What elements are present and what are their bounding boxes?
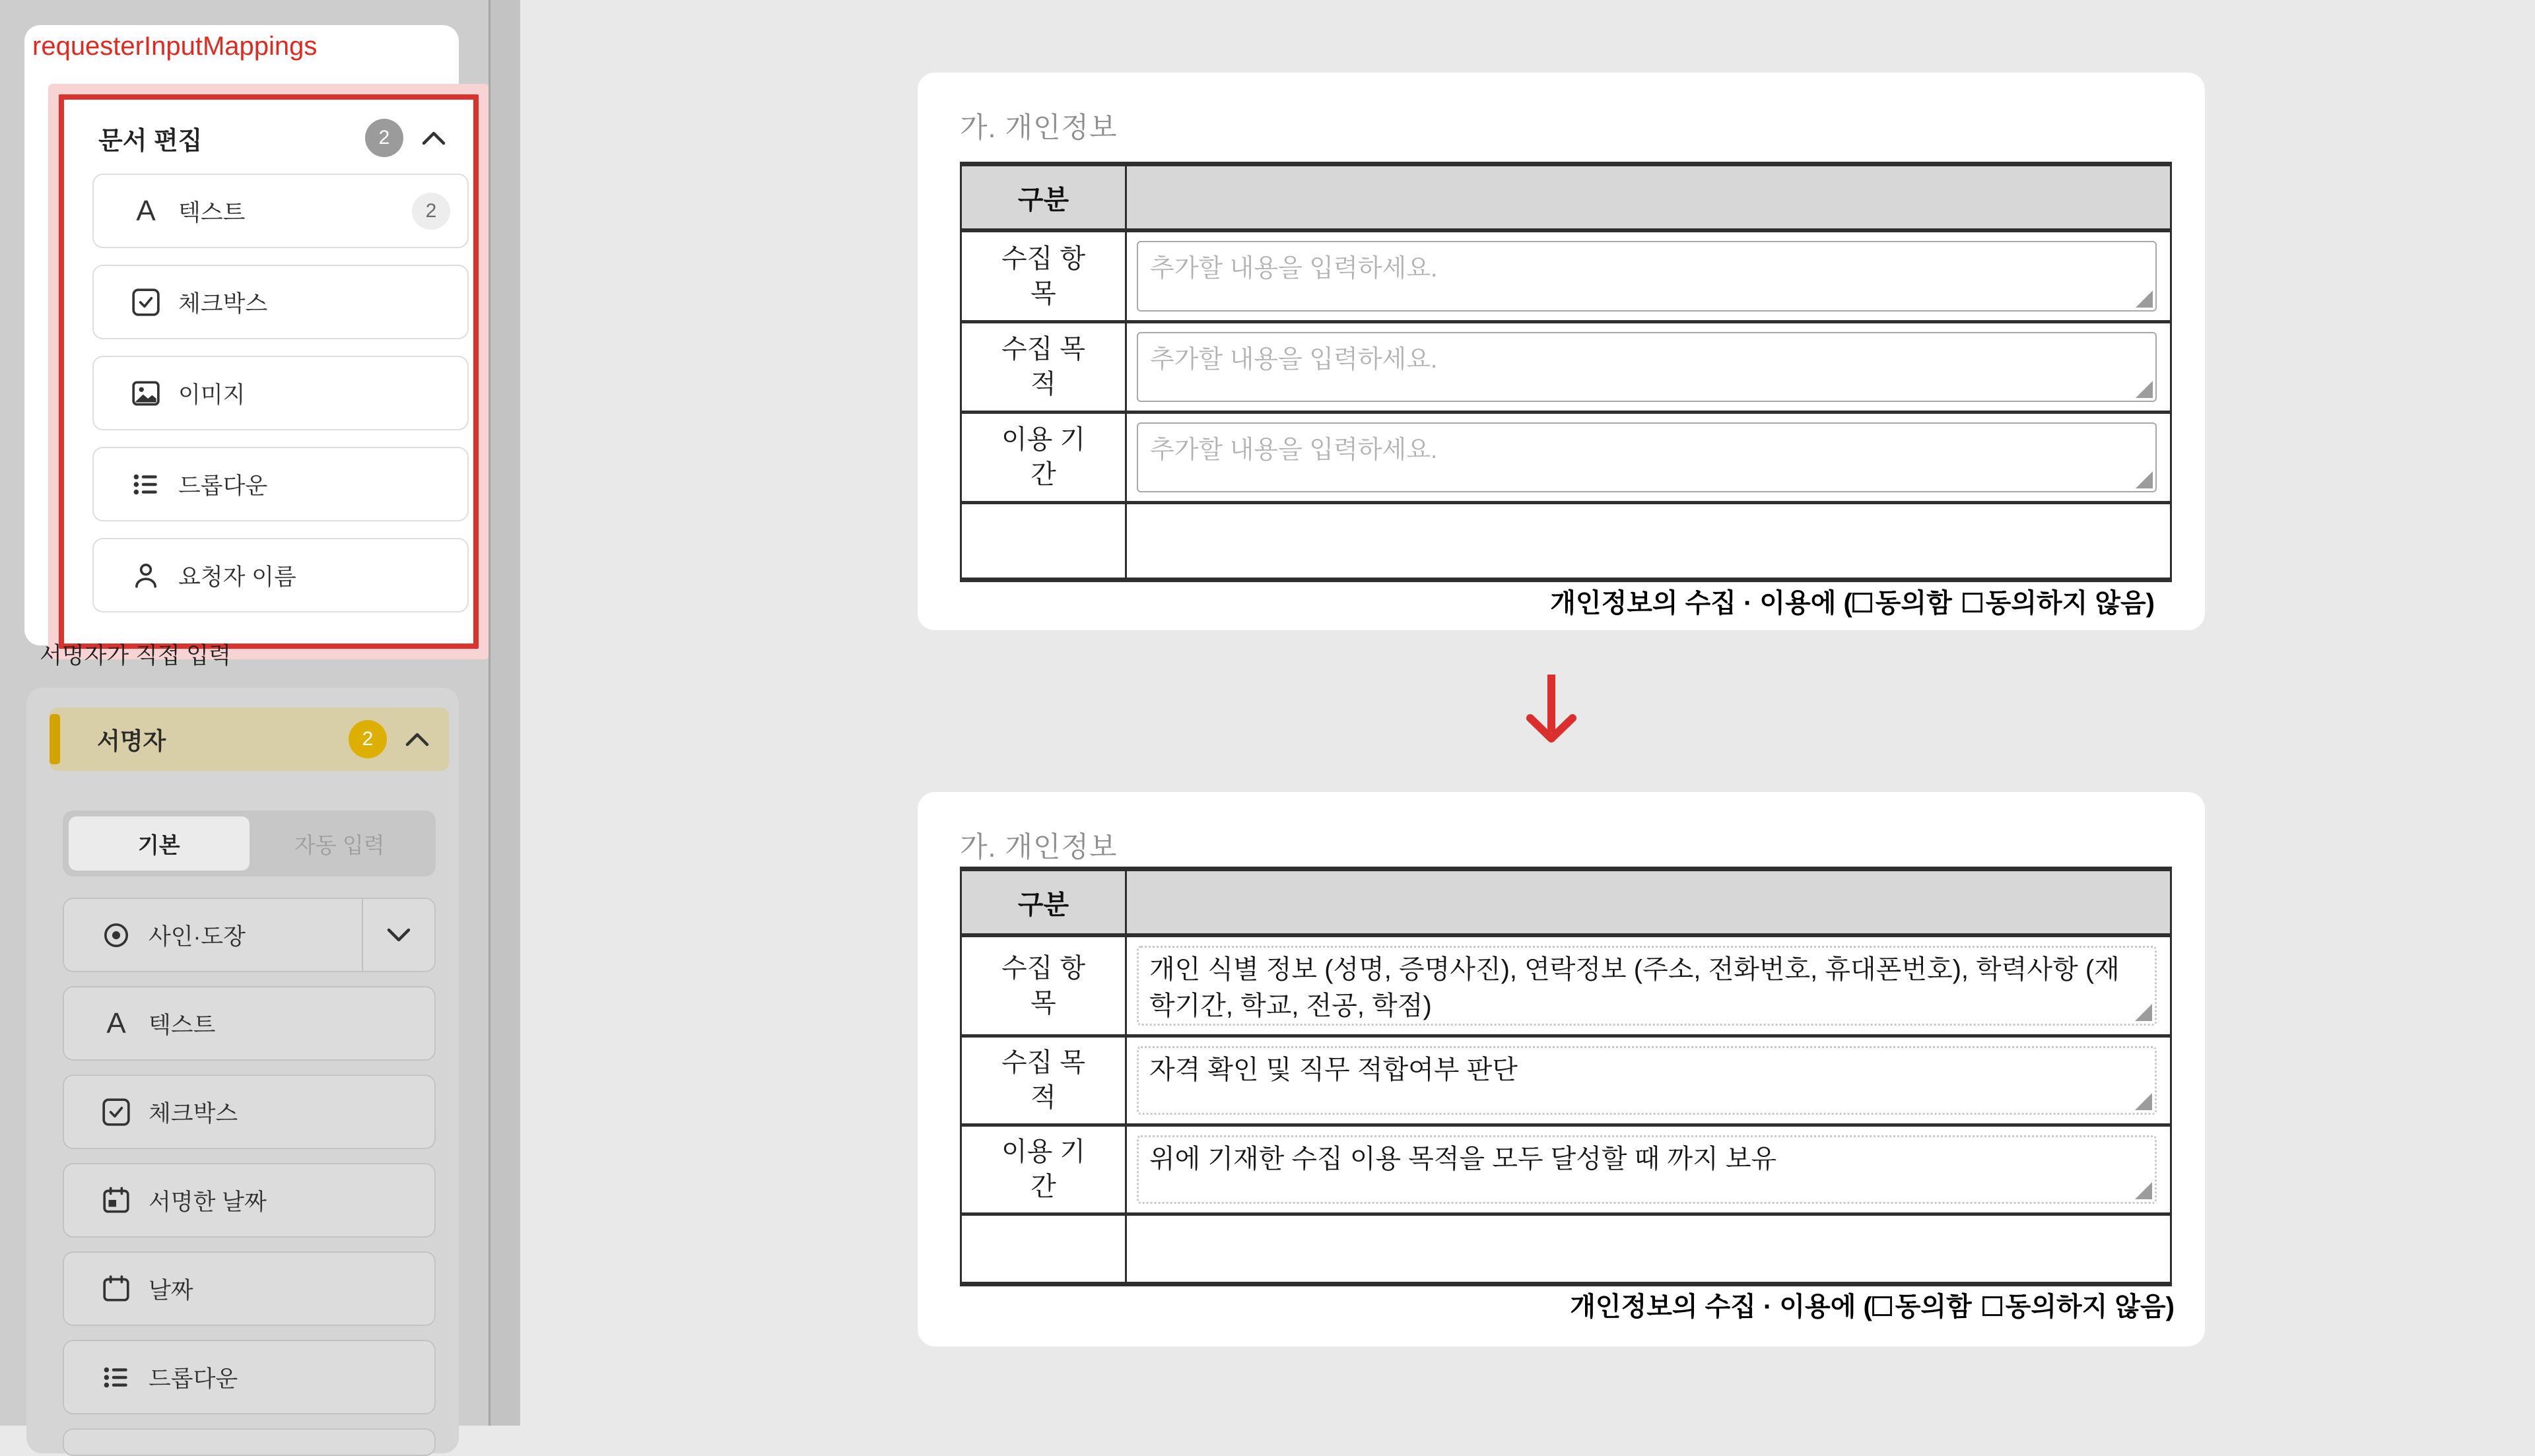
table-row [962, 414, 2170, 504]
row-label: 수집 항목 [1001, 953, 1086, 1018]
collection-purpose-input[interactable] [1137, 332, 2157, 402]
resize-handle-icon[interactable] [2135, 1093, 2152, 1110]
row-label: 이용 기간 [1001, 1137, 1086, 1201]
arrow-down-icon [1512, 672, 1591, 751]
field-button-text[interactable] [63, 986, 436, 1061]
text-icon: A [136, 194, 156, 227]
resize-handle-icon[interactable] [2135, 1004, 2152, 1021]
table-header-row [962, 166, 2170, 232]
consent-prefix: 개인정보의 수집 · 이용에 ( [1550, 589, 1852, 618]
personal-info-table [960, 162, 2172, 582]
signer-title: 서명자 [97, 727, 166, 754]
stamp-icon [100, 919, 133, 952]
checkbox-icon [100, 1096, 133, 1129]
consent-agree: 동의함 [1895, 1292, 1972, 1321]
field-label: 체크박스 [178, 290, 268, 317]
text-icon: A [106, 1007, 126, 1040]
checkbox-square-icon [1963, 593, 1982, 612]
text-count-badge: 2 [412, 193, 450, 230]
field-label: 체크박스 [149, 1100, 238, 1127]
input-placeholder: 추가할 내용을 입력하세요. [1150, 255, 1438, 282]
table-header-row [962, 871, 2170, 937]
usage-period-input[interactable] [1137, 422, 2157, 492]
field-button-dropdown[interactable] [92, 447, 469, 521]
field-button-partial[interactable] [63, 1428, 436, 1456]
input-value: 개인 식별 정보 (성명, 증명사진), 연락정보 (주소, 전화번호, 휴대폰번호), 학력사항 (재학기간, 학교, 전공, 학점) [1149, 955, 2120, 1021]
annotation-highlight-box [59, 94, 479, 649]
chevron-up-icon[interactable] [404, 731, 430, 748]
table-empty-row [962, 504, 2170, 578]
image-icon [129, 377, 162, 410]
input-value: 위에 기재한 수집 이용 목적을 모두 달성할 때 까지 보유 [1149, 1144, 1777, 1174]
signer-header[interactable] [50, 708, 449, 771]
collection-items-input[interactable] [1137, 241, 2157, 312]
sidebar-edge-strip [489, 0, 520, 1426]
sign-stamp-dropdown[interactable] [362, 899, 434, 971]
table-row [962, 1127, 2170, 1216]
consent-line [1550, 582, 2155, 620]
checkbox-icon [129, 286, 162, 319]
consent-line [1570, 1286, 2175, 1323]
doc-edit-field-list [92, 174, 469, 612]
field-button-text[interactable] [92, 174, 469, 248]
input-placeholder: 추가할 내용을 입력하세요. [1150, 346, 1438, 374]
chevron-up-icon[interactable] [421, 129, 447, 147]
row-label: 수집 목적 [1001, 1048, 1086, 1112]
doc-section-title: 가. 개인정보 [960, 112, 1118, 144]
personal-info-table [960, 867, 2172, 1286]
calendar-signed-icon [100, 1184, 133, 1217]
table-row [962, 937, 2170, 1038]
field-button-checkbox[interactable] [63, 1075, 436, 1149]
list-icon [100, 1361, 133, 1394]
list-icon [129, 468, 162, 501]
row-label: 수집 항목 [1001, 244, 1086, 308]
signer-direct-input-label: 서명자가 직접 입력 [40, 643, 231, 669]
calendar-icon [100, 1273, 133, 1306]
field-button-image[interactable] [92, 356, 469, 430]
checkbox-square-icon [1982, 1296, 2002, 1316]
collection-purpose-input[interactable] [1137, 1046, 2157, 1115]
signer-accent-bar [50, 714, 60, 764]
consent-disagree: 동의하지 않음) [2005, 1292, 2175, 1321]
field-label: 서명한 날짜 [149, 1189, 267, 1215]
resize-handle-icon[interactable] [2135, 1182, 2152, 1199]
doc-edit-panel [24, 25, 459, 645]
input-placeholder: 추가할 내용을 입력하세요. [1150, 436, 1438, 464]
row-label: 이용 기간 [1001, 425, 1086, 489]
field-button-requester-name[interactable] [92, 538, 469, 612]
resize-handle-icon[interactable] [2136, 290, 2153, 308]
field-button-sign-stamp[interactable] [63, 898, 436, 972]
transition-arrow [1512, 672, 1591, 751]
table-header-label: 구분 [1017, 185, 1069, 215]
field-label: 날짜 [149, 1277, 193, 1304]
field-button-checkbox[interactable] [92, 265, 469, 339]
resize-handle-icon[interactable] [2136, 471, 2153, 488]
signer-tabs [63, 811, 436, 877]
doc-edit-title: 문서 편집 [98, 127, 203, 155]
field-button-signed-date[interactable] [63, 1163, 436, 1238]
row-label: 수집 목적 [1001, 335, 1086, 399]
checkbox-square-icon [1872, 1296, 1892, 1316]
field-label: 텍스트 [178, 199, 246, 226]
doc-edit-count-badge: 2 [365, 119, 403, 157]
field-button-date[interactable] [63, 1251, 436, 1326]
person-icon [129, 559, 162, 592]
table-row [962, 232, 2170, 323]
field-label: 요청자 이름 [178, 564, 296, 590]
chevron-down-icon [386, 927, 412, 944]
field-label: 이미지 [178, 381, 246, 408]
consent-disagree: 동의하지 않음) [1985, 589, 2155, 618]
checkbox-square-icon [1852, 593, 1872, 612]
consent-prefix: 개인정보의 수집 · 이용에 ( [1570, 1292, 1872, 1321]
signer-count-badge: 2 [349, 720, 387, 758]
input-value: 자격 확인 및 직무 적합여부 판단 [1149, 1055, 1518, 1084]
field-label: 사인·도장 [149, 923, 246, 950]
tab-basic[interactable]: 기본 [69, 816, 250, 871]
field-label: 드롭다운 [149, 1366, 238, 1392]
table-row [962, 323, 2170, 414]
table-header-label: 구분 [1017, 890, 1069, 919]
signer-field-list [63, 898, 436, 1456]
collection-items-input[interactable] [1137, 946, 2157, 1026]
table-row [962, 1038, 2170, 1127]
resize-handle-icon[interactable] [2136, 381, 2153, 398]
field-label: 드롭다운 [178, 473, 268, 499]
document-page-after [918, 792, 2205, 1346]
doc-section-title: 가. 개인정보 [960, 832, 1118, 863]
consent-agree: 동의함 [1875, 589, 1952, 618]
field-button-dropdown[interactable] [63, 1340, 436, 1414]
document-page-before [918, 73, 2205, 630]
tab-auto-input[interactable]: 자동 입력 [294, 832, 385, 857]
annotation-label: requesterInputMappings [32, 32, 318, 61]
doc-edit-header[interactable] [98, 117, 447, 159]
signer-panel [26, 688, 459, 1453]
usage-period-input[interactable] [1137, 1135, 2157, 1204]
sidebar [0, 0, 489, 1426]
field-label: 텍스트 [149, 1012, 216, 1038]
table-empty-row [962, 1216, 2170, 1282]
